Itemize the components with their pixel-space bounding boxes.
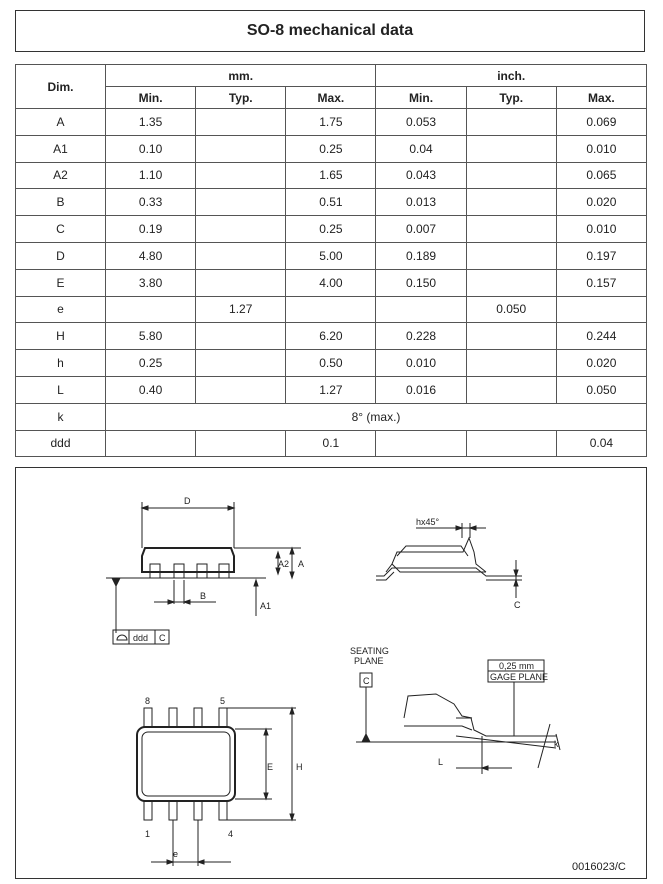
package-body-side xyxy=(142,548,234,572)
cell-value: 5.00 xyxy=(286,242,376,269)
label-gage-1: 0,25 mm xyxy=(499,661,535,671)
cell-value: 0.043 xyxy=(376,162,466,189)
table-row xyxy=(16,162,647,189)
cell-dim: C xyxy=(16,216,106,243)
cell-value: 1.27 xyxy=(196,296,286,323)
table-row xyxy=(16,269,647,296)
cell-value: 0.053 xyxy=(376,109,466,136)
header-sub: Typ. xyxy=(466,87,556,109)
package-drawing-svg xyxy=(16,468,646,878)
cell-value: 1.65 xyxy=(286,162,376,189)
cell-value: 0.40 xyxy=(106,376,196,403)
cell-value xyxy=(466,109,556,136)
cell-value: 0.197 xyxy=(556,242,646,269)
header-sub: Max. xyxy=(286,87,376,109)
cell-value xyxy=(466,323,556,350)
label-b: B xyxy=(200,591,207,601)
cell-value: 0.25 xyxy=(286,216,376,243)
table-row xyxy=(16,242,647,269)
lead-profile-view xyxy=(376,523,522,598)
cell-value: 0.010 xyxy=(376,350,466,377)
header-group: mm. xyxy=(106,65,376,87)
label-a1: A1 xyxy=(260,601,272,611)
cell-value xyxy=(196,376,286,403)
cell-value xyxy=(466,269,556,296)
cell-value: 0.228 xyxy=(376,323,466,350)
table-row xyxy=(16,350,647,377)
package-drawing xyxy=(15,467,647,879)
lead-top xyxy=(169,801,177,820)
label-d: D xyxy=(184,496,191,506)
table-row xyxy=(16,376,647,403)
cell-value: 0.020 xyxy=(556,350,646,377)
cell-value: 0.010 xyxy=(556,216,646,243)
label-e-pitch: e xyxy=(173,849,179,859)
table-row xyxy=(16,323,647,350)
table-row-ddd xyxy=(16,430,647,457)
label-l: L xyxy=(438,757,444,767)
label-hx45: hx45° xyxy=(416,517,440,527)
side-view xyxy=(106,502,301,644)
header-sub: Min. xyxy=(376,87,466,109)
cell-value: 1.27 xyxy=(286,376,376,403)
cell-dim: D xyxy=(16,242,106,269)
lead-top xyxy=(194,801,202,820)
cell-value: 0.10 xyxy=(106,135,196,162)
cell-value: 0.51 xyxy=(286,189,376,216)
label-e-upper: E xyxy=(267,762,274,772)
header-group: inch. xyxy=(376,65,647,87)
cell-value: 0.1 xyxy=(286,430,376,457)
cell-value: 0.013 xyxy=(376,189,466,216)
cell-value: 0.016 xyxy=(376,376,466,403)
cell-dim: L xyxy=(16,376,106,403)
cell-value: 3.80 xyxy=(106,269,196,296)
cell-value xyxy=(556,296,646,323)
table-row-k xyxy=(16,403,647,430)
cell-value xyxy=(466,430,556,457)
cell-value: 0.189 xyxy=(376,242,466,269)
cell-value: 0.020 xyxy=(556,189,646,216)
cell-value: 8° (max.) xyxy=(106,403,647,430)
lead-top xyxy=(219,708,227,727)
package-body-gage xyxy=(404,694,472,718)
cell-dim: k xyxy=(16,403,106,430)
cell-dim: A2 xyxy=(16,162,106,189)
reference-code: 0016023/C xyxy=(572,861,626,873)
label-seating-1: SEATING xyxy=(350,646,389,656)
cell-value xyxy=(286,296,376,323)
cell-value: 0.33 xyxy=(106,189,196,216)
header-sub: Min. xyxy=(106,87,196,109)
cell-dim: e xyxy=(16,296,106,323)
label-seating-2: PLANE xyxy=(354,656,384,666)
label-pin4: 4 xyxy=(228,829,234,839)
cell-value xyxy=(376,430,466,457)
header-sub: Max. xyxy=(556,87,646,109)
cell-value xyxy=(106,296,196,323)
cell-value xyxy=(466,216,556,243)
table-row xyxy=(16,296,647,323)
cell-value: 0.244 xyxy=(556,323,646,350)
lead-top xyxy=(169,708,177,727)
cell-value: 0.050 xyxy=(556,376,646,403)
table-row xyxy=(16,189,647,216)
cell-value: 4.00 xyxy=(286,269,376,296)
lead-top xyxy=(144,801,152,820)
cell-dim: h xyxy=(16,350,106,377)
cell-value: 1.10 xyxy=(106,162,196,189)
cell-value xyxy=(466,135,556,162)
lead-top xyxy=(194,708,202,727)
label-pin5: 5 xyxy=(220,696,226,706)
cell-value: 1.35 xyxy=(106,109,196,136)
cell-value xyxy=(376,296,466,323)
cell-value xyxy=(196,135,286,162)
cell-value: 0.050 xyxy=(466,296,556,323)
page-title: SO-8 mechanical data xyxy=(15,10,645,52)
table-row xyxy=(16,216,647,243)
cell-value xyxy=(196,189,286,216)
table-row xyxy=(16,109,647,136)
cell-value: 0.150 xyxy=(376,269,466,296)
cell-value: 0.04 xyxy=(376,135,466,162)
cell-value: 0.25 xyxy=(286,135,376,162)
cell-value xyxy=(466,376,556,403)
top-view xyxy=(137,708,296,866)
table-row xyxy=(16,135,647,162)
cell-value xyxy=(196,323,286,350)
label-pin1: 1 xyxy=(145,829,151,839)
cell-value: 0.010 xyxy=(556,135,646,162)
cell-value: 0.04 xyxy=(556,430,646,457)
cell-value xyxy=(196,216,286,243)
cell-value xyxy=(196,350,286,377)
cell-value: 4.80 xyxy=(106,242,196,269)
cell-dim: ddd xyxy=(16,430,106,457)
header-dim: Dim. xyxy=(16,65,106,109)
header-sub: Typ. xyxy=(196,87,286,109)
cell-dim: A xyxy=(16,109,106,136)
lead-top xyxy=(219,801,227,820)
cell-value xyxy=(196,242,286,269)
cell-value xyxy=(466,350,556,377)
cell-value: 1.75 xyxy=(286,109,376,136)
cell-value xyxy=(196,269,286,296)
cell-value xyxy=(106,430,196,457)
cell-dim: E xyxy=(16,269,106,296)
cell-value: 0.007 xyxy=(376,216,466,243)
cell-dim: H xyxy=(16,323,106,350)
cell-value xyxy=(196,109,286,136)
cell-value: 0.157 xyxy=(556,269,646,296)
cell-value: 0.065 xyxy=(556,162,646,189)
package-body-top xyxy=(137,727,235,801)
label-k: k xyxy=(554,739,559,749)
cell-value xyxy=(466,242,556,269)
cell-value xyxy=(466,189,556,216)
label-a: A xyxy=(298,559,305,569)
label-gage-2: GAGE PLANE xyxy=(490,672,549,682)
label-pin8: 8 xyxy=(145,696,151,706)
label-a2: A2 xyxy=(278,559,290,569)
label-ddd-ref: C xyxy=(159,633,166,643)
label-c: C xyxy=(514,600,521,610)
lead-top xyxy=(144,708,152,727)
cell-dim: A1 xyxy=(16,135,106,162)
cell-value xyxy=(466,162,556,189)
cell-value: 6.20 xyxy=(286,323,376,350)
cell-value: 0.19 xyxy=(106,216,196,243)
cell-value: 0.50 xyxy=(286,350,376,377)
label-ddd: ddd xyxy=(133,633,149,643)
cell-value xyxy=(196,430,286,457)
dimensions-table xyxy=(15,64,647,457)
package-body-profile xyxy=(386,538,486,572)
label-seating-ref: C xyxy=(363,676,370,686)
cell-value xyxy=(196,162,286,189)
label-h: H xyxy=(296,762,303,772)
cell-dim: B xyxy=(16,189,106,216)
cell-value: 5.80 xyxy=(106,323,196,350)
cell-value: 0.25 xyxy=(106,350,196,377)
cell-value: 0.069 xyxy=(556,109,646,136)
